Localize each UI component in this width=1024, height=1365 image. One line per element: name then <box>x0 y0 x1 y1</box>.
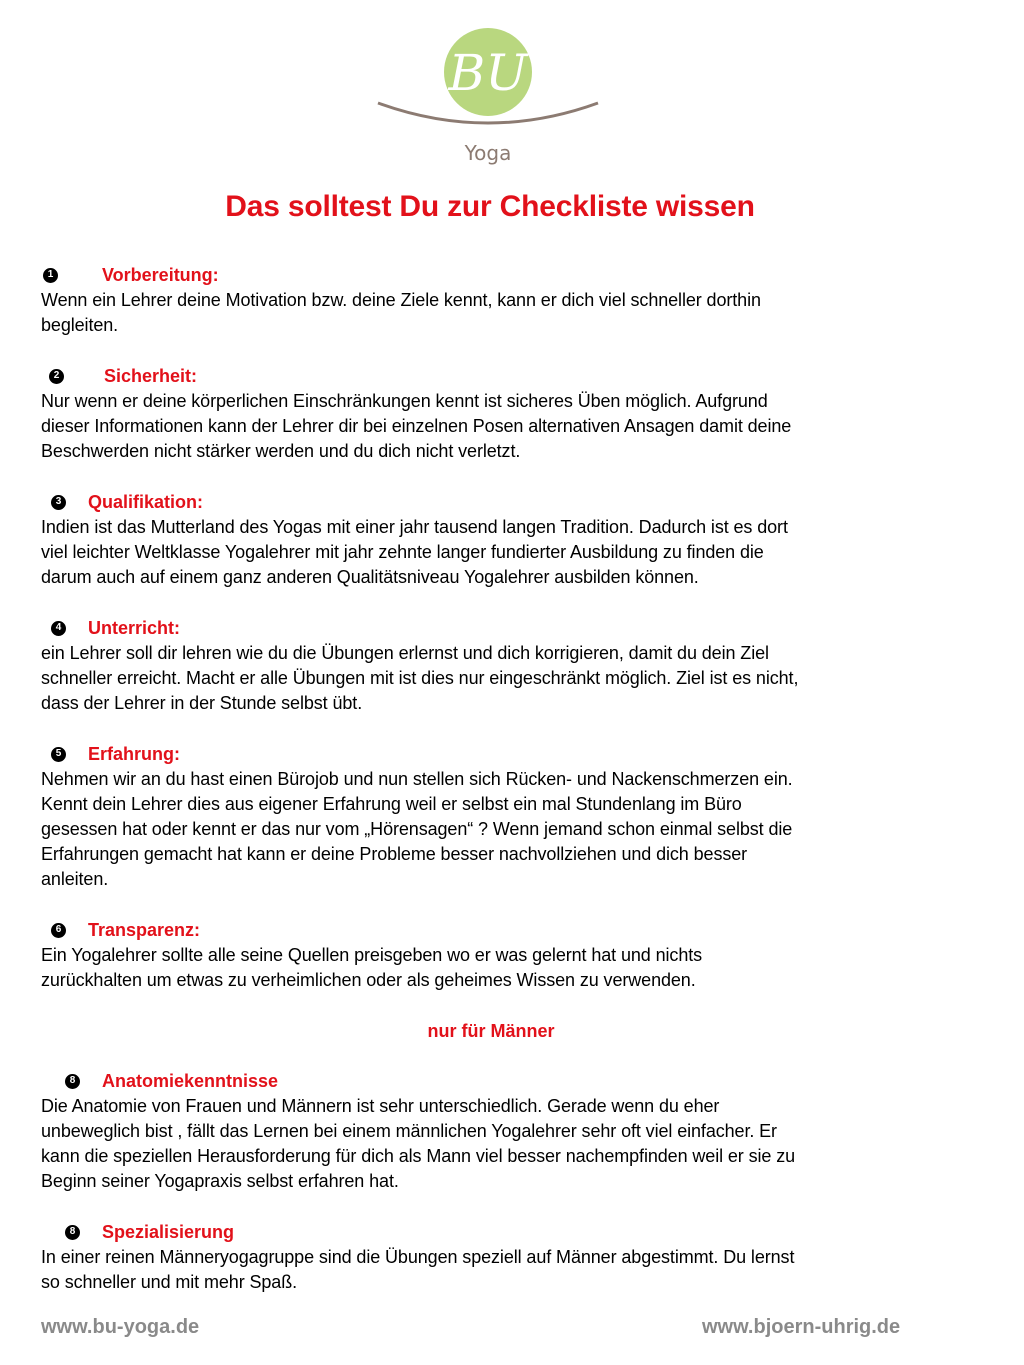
page-title: Das solltest Du zur Checkliste wissen <box>225 190 755 223</box>
section-title: Unterricht: <box>88 617 181 638</box>
section-title: Transparenz: <box>88 919 201 940</box>
footer-url-bjoern-uhrig: www.bjoern-uhrig.de <box>702 1316 901 1338</box>
section-text: Wenn ein Lehrer deine Motivation bzw. deine Ziele kennt, kann er dich viel schneller dorthin begleiten. <box>41 290 761 335</box>
section-text: Nur wenn er deine körperlichen Einschränkungen kennt ist sicheres Üben möglich. Aufgrund dieser Informationen kann der Lehrer dir bei einzelnen Posen alternativen Ansagen damit deine Beschwerden nicht stärker werden und du dich nicht verletzt. <box>41 391 792 461</box>
section-erfahrung <box>41 741 941 892</box>
logo-caption: Yoga <box>464 141 512 165</box>
section-text: Die Anatomie von Frauen und Männern ist sehr unterschiedlich. Gerade wenn du eher unbeweglich bist , fällt das Lernen bei einem männlichen Yogalehrer sehr oft viel einfacher. Er kann die speziellen Herausforderung für dich als Mann viel besser nachempfinden weil er sie zu Beginn seiner Yogapraxis selbst erfahren hat. <box>41 1096 796 1191</box>
number-badge: 3 <box>51 495 66 510</box>
logo-letters: BU <box>448 44 528 102</box>
section-title: Vorbereitung: <box>102 264 219 285</box>
section-text: Nehmen wir an du hast einen Bürojob und nun stellen sich Rücken- und Nackenschmerzen ein. Kennt dein Lehrer dies aus eigener Erfahrung weil er selbst ein mal Stundenlang im Büro gesessen hat oder kennt er das nur vom „Hörensagen“ ? Wenn jemand schon einmal selbst die Erfahrungen gemacht hat kann er deine Probleme besser nachvollziehen und dich besser anleiten. <box>41 769 793 889</box>
section-heading <box>41 917 941 943</box>
section-unterricht <box>41 615 941 716</box>
men-only-heading: nur für Männer <box>427 1021 555 1041</box>
bu-yoga-logo <box>376 18 600 168</box>
section-heading <box>41 615 941 641</box>
section-text: Indien ist das Mutterland des Yogas mit einer jahr tausend langen Tradition. Dadurch ist es dort viel leichter Weltklasse Yogalehrer mit jahr zehnte langer fundierter Ausbildung zu finden die darum auch auf einem ganz anderen Qualitätsniveau Yogalehrer ausbilden können. <box>41 517 788 587</box>
number-badge: 2 <box>49 369 64 384</box>
section-text: Ein Yogalehrer sollte alle seine Quellen preisgeben wo er was gelernt hat und nichts zurückhalten um etwas zu verheimlichen oder als geheimes Wissen zu verwenden. <box>41 945 703 990</box>
number-badge: 6 <box>51 923 66 938</box>
section-text: ein Lehrer soll dir lehren wie du die Übungen erlernst und dich korrigieren, damit du dein Ziel schneller erreicht. Macht er alle Übungen mit ist dies nur eingeschränkt möglich. Ziel ist es nicht, dass der Lehrer in der Stunde selbst übt. <box>41 643 799 713</box>
number-badge: 8 <box>65 1074 80 1089</box>
section-heading <box>41 489 941 515</box>
section-qualifikation <box>41 489 941 590</box>
section-heading <box>41 363 941 389</box>
number-badge: 5 <box>51 747 66 762</box>
section-heading <box>41 1068 941 1094</box>
section-sicherheit <box>41 363 941 464</box>
section-transparenz <box>41 917 941 993</box>
checklist-content <box>41 262 941 1320</box>
section-title: Erfahrung: <box>88 743 180 764</box>
section-heading <box>41 1219 941 1245</box>
section-heading <box>41 262 941 288</box>
number-badge: 8 <box>65 1225 80 1240</box>
section-spezialisierung <box>41 1219 941 1295</box>
number-badge: 4 <box>51 621 66 636</box>
section-heading <box>41 741 941 767</box>
section-title: Qualifikation: <box>88 491 204 512</box>
section-anatomiekenntnisse <box>41 1068 941 1194</box>
section-title: Sicherheit: <box>104 365 198 386</box>
number-badge: 1 <box>43 268 58 283</box>
section-title: Anatomiekenntnisse <box>102 1070 279 1091</box>
section-vorbereitung <box>41 262 941 338</box>
section-text: In einer reinen Männeryogagruppe sind die Übungen speziell auf Männer abgestimmt. Du lernst so schneller und mit mehr Spaß. <box>41 1247 795 1292</box>
footer-url-bu-yoga: www.bu-yoga.de <box>41 1316 200 1338</box>
section-title: Spezialisierung <box>102 1221 235 1242</box>
logo-graphic <box>376 18 600 168</box>
